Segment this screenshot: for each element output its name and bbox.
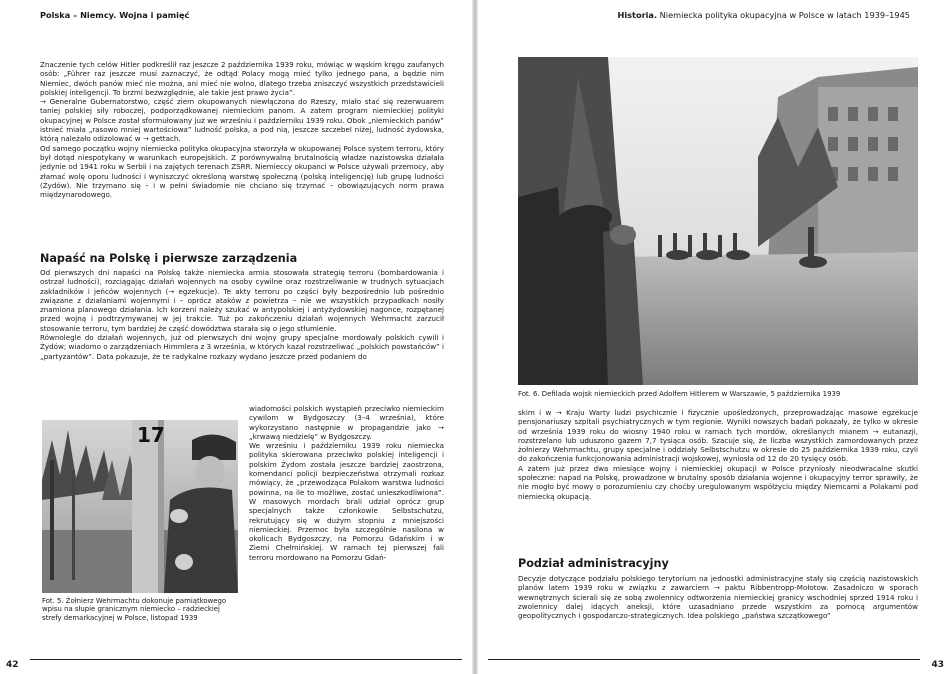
text-block-bottom bbox=[518, 574, 918, 620]
left-page bbox=[0, 0, 472, 674]
paragraph: Od samego początku wojny niemiecka polityka okupacyjna stworzyła w okupowanej Polsce system terroru, który był dotąd niespotykany w warunkach europejskich. Z porównywalną brutalnością władze nazistowska działała jedynie od 1941 roku w Serbii i na zajętych terenach ZSRR. Niemieccy okupanci w Polsce używali przemocy, aby złamać wolę oporu ludności i wyniszczyć określoną warstwę społeczną (polską inteligencję) lub grupę ludności (Żydów). Nie trzymano się – i w pełni świadomie nie chciano się trzymać – obowiązujących norm prawa międzynarodowego. bbox=[40, 143, 444, 200]
paragraph: Równolegle do działań wojennych, już od pierwszych dni wojny grupy specjalne mordowały polskich cywili i Żydów; wiadomo o zarządzeniach Himmlera z 3 września, w których kazał rozstrzeliwać „polskich powstańców” i „partyzantów”. Data pokazuje, że te radykalne rozkazy wydano jeszcze przed podaniem do bbox=[40, 333, 444, 361]
photo-caption: Fot. 5. Żołnierz Wehrmachtu dokonuje pamiątkowego wpisu na słupie granicznym niemiecko – radzieckiej strefy demarkacyjnej w Polsce, listopad 1939 bbox=[42, 597, 227, 622]
paragraph: skim i w → Kraju Warty ludzi psychicznie i fizycznie upośledzonych, przeprowadzając masowe egzekucje pensjonariuszy szpitali psychiatrycznych w tym regionie. Wyniki nowszych badań pokazały, że tylko w okresie od września 1939 roku do wiosny 1940 roku w ramach tych mordów, określanych mianem → eutanazji, rozstrzelano lub uduszono gazem 7,7 tysiąca osób. Szacuje się, że liczba wszystkich zamordowanych przez żołnierzy Wehrmachtu, grupy specjalne i oddziały Selbstschutzu w okresie do 25 października 1939 roku, czyli do zakończenia funkcjonowania administracji wojskowej, wyniosła od 12 do 20 tysięcy osób. bbox=[518, 408, 918, 464]
paragraph: We wrześniu i październiku 1939 roku niemiecka polityka skierowana przeciwko polskiej inteligencji i polskim Żydom została jeszcze bardziej zaostrzona, komendanci policji bezpieczeństwa otrzymali rozkaz mówiący, że „przewodząca Polakom warstwa ludności powinna, na ile to możliwe, zostać unieszkodliwiona”. W masowych mordach brali udział oprócz grup specjalnych także członkowie Selbstschutzu, rekrutujący się w dużym stopniu z mniejszości niemieckiej. Przemoc była szczególnie nasilona w okolicach Bydgoszczy, na Pomorzu Gdańskim i w Ziemi Chełmińskiej. W ramach tej pierwszej fali terroru mordowano na Pomorzu Gdań- bbox=[249, 441, 444, 562]
section-heading: Napaść na Polskę i pierwsze zarządzenia bbox=[40, 252, 298, 265]
photo-border-post bbox=[42, 420, 238, 593]
soldier-at-border-post-image bbox=[42, 420, 238, 593]
text-block-middle bbox=[40, 268, 444, 361]
text-block-top bbox=[518, 408, 918, 501]
post-number: 17 bbox=[137, 423, 165, 447]
footer-rule bbox=[30, 659, 462, 660]
paragraph: → Generalne Gubernatorstwo, część ziem okupowanych niewłączona do Rzeszy, miało stać się rezerwuarem taniej polskiej siły roboczej, podporządkowanej niemieckim panom. A zatem program niemieckiej polityki okupacyjnej w Polsce został sformułowany już we wrześniu i październiku 1939 roku. Obok „niemieckich panów” istnieć miała „rasowo mniej wartościowa” ludność polska, a pod nią, jeszcze szczebel niżej, ludność żydowska, którą należało odizolować w → gettach. bbox=[40, 97, 444, 144]
paragraph: A zatem już przez dwa miesiące wojny i niemieckiej okupacji w Polsce przyniosły nieodwracalne skutki społeczne: napad na Polskę, prowadzone w brutalny sposób działania wojenne i okupacyjny terror sprawiły, że nie mogło być mowy o porozumieniu czy choćby uregulowanym współżyciu między Niemcami a Polakami pod niemiecką okupacją. bbox=[518, 463, 918, 501]
photo-parade bbox=[518, 57, 918, 385]
header-title: Niemiecka polityka okupacyjna w Polsce w latach 1939–1945 bbox=[657, 10, 910, 20]
running-header: Polska – Niemcy. Wojna i pamięć bbox=[40, 10, 190, 20]
header-section: Historia. bbox=[617, 10, 658, 20]
text-column-right bbox=[249, 404, 444, 562]
paragraph: Od pierwszych dni napaści na Polskę także niemiecka armia stosowała strategię terroru (bombardowania i ostrzał ludności), rozciągając działań wojennych na osoby cywilne oraz rozstrzeliwanie w trudnych sytuacjach zakładników i jeńców wojennych (→ egzekucje). Te akty terroru po części były bezpośrednio lub pośrednio związane z działaniami wojennymi i – oprócz ataków z powietrza – nie we wszystkich przypadkach nosiły znamiona planowego działania. Ich korzeni należy szukać w antypolskiej i antyżydowskiej nagonce, rozpętanej przed wojną i podtrzymywanej w jej trakcie. Tuż po zakończeniu działań wojennych Wehrmacht zarzucił stosowanie terroru, tym bardziej że część dowództwa starała się o jego stłumienie. bbox=[40, 268, 444, 333]
page-number: 43 bbox=[931, 660, 944, 670]
section-heading: Podział administracyjny bbox=[518, 557, 669, 570]
paragraph: Znaczenie tych celów Hitler podkreślił raz jeszcze 2 października 1939 roku, mówiąc w wąskim kręgu zaufanych osób: „Führer raz jeszcze musi zaznaczyć, że odtąd Polacy mogą mieć tylko jednego pana, a będzie nim Niemiec, dwóch panów mieć nie można, ani mieć nie wolno, dlatego trzeba zniszczyć wszystkich przedstawicieli polskiej inteligencji. To brzmi bezwzględnie, ale takie jest prawo życia”. bbox=[40, 60, 444, 97]
photo-caption: Fot. 6. Defilada wojsk niemieckich przed Adolfem Hitlerem w Warszawie, 5 października 1939 bbox=[518, 390, 841, 398]
page-number: 42 bbox=[6, 660, 19, 670]
right-page bbox=[478, 0, 950, 674]
paragraph: wiadomości polskich wystąpień przeciwko niemieckim cywilom w Bydgoszczy (3–4 września), które wykorzystano następnie w propagandzie jako → „krwawą niedzielę” w Bydgoszczy. bbox=[249, 404, 444, 441]
paragraph: Decyzje dotyczące podziału polskiego terytorium na jednostki administracyjne stały się częścią nazistowskich planów latem 1939 roku w związku z zawarciem → paktu Ribbentropp-Mołotow. Zasadniczo w sporach wewnętrznych ścierali się ze sobą zwolennicy odtworzenia niemieckiej granicy wschodniej sprzed 1914 roku i zwolennicy dalej idących aneksji, które uzasadniano przede wszystkim za pomocą argumentów geopolitycznych i gospodarczo-strategicznych. Idea polskiego „państwa szczątkowego” bbox=[518, 574, 918, 621]
parade-warsaw-image bbox=[518, 57, 918, 385]
text-block-top bbox=[40, 60, 444, 199]
footer-rule bbox=[488, 659, 920, 660]
running-header bbox=[618, 10, 910, 20]
